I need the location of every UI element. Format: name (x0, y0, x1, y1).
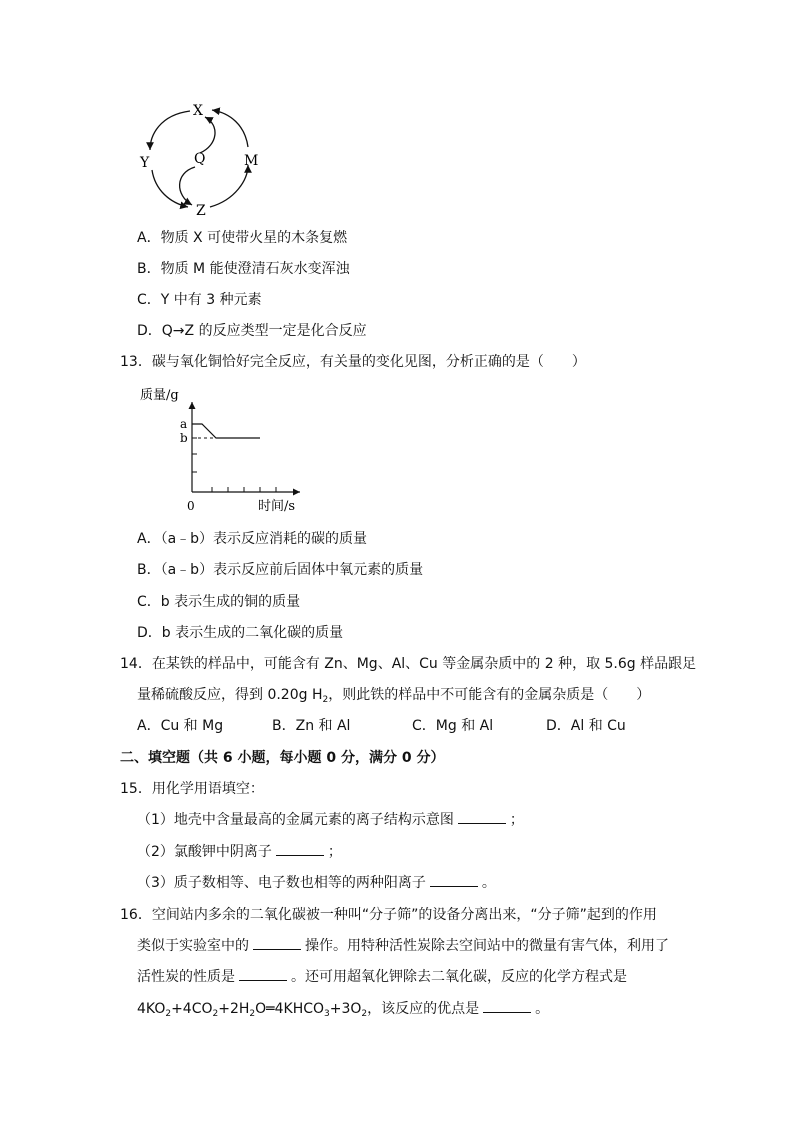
q14-option-a: A．Cu 和 Mg (137, 718, 224, 734)
chart-ylabel: 质量/g (140, 388, 179, 403)
q13-stem: 13．碳与氧化铜恰好完全反应，有关量的变化见图，分析正确的是（ ） (120, 354, 586, 370)
node-x: X (193, 103, 203, 119)
origin-label: 0 (187, 499, 195, 513)
answer-blank[interactable] (483, 1000, 531, 1013)
q15-item-1: （1）地壳中含量最高的金属元素的离子结构示意图 ； (137, 812, 524, 828)
answer-blank[interactable] (430, 874, 478, 887)
answer-blank[interactable] (276, 843, 324, 856)
q14-stem-line2: 量稀硫酸反应，得到 0.20g $H_2$，则此铁的样品中不可能含有的金属杂质是（ ） (137, 687, 651, 705)
answer-blank[interactable] (239, 968, 287, 981)
q13-option-a: A．（a﹣b）表示反应消耗的碳的质量 (137, 531, 368, 547)
q16-line2: 类似于实验室中的 操作。用特种活性炭除去空间站中的微量有害气体，利用了 (137, 938, 669, 954)
node-z: Z (196, 203, 206, 219)
q14-option-d: D．Al 和 Cu (546, 718, 626, 734)
q16-equation: $4KO_2+4CO_2+2H_2O═4KHCO_3+3O_2$，该反应的优点是 。 (137, 1001, 550, 1019)
q14-option-c: C．Mg 和 Al (412, 718, 494, 734)
q12-option-b: B．物质 M 能使澄清石灰水变浑浊 (137, 261, 350, 277)
q16-line3: 活性炭的性质是 。还可用超氧化钾除去二氧化碳，反应的化学方程式是 (137, 969, 627, 985)
q12-option-c: C．Y 中有 3 种元素 (137, 292, 262, 308)
node-m: M (244, 153, 259, 169)
q12-option-a: A．物质 X 可使带火星的木条复燃 (137, 230, 348, 246)
q14-stem-line1: 14．在某铁的样品中，可能含有 Zn、Mg、Al、Cu 等金属杂质中的 2 种，取 5.6g 样品跟足 (120, 656, 697, 672)
q15-stem: 15．用化学用语填空： (120, 781, 264, 797)
q12-cycle-diagram (130, 95, 270, 220)
node-q: Q (194, 151, 206, 167)
q14-option-b: B．Zn 和 Al (272, 718, 351, 734)
chart-xlabel: 时间/s (258, 499, 296, 514)
q13-chart (140, 382, 320, 517)
q13-option-d: D．b 表示生成的二氧化碳的质量 (137, 625, 344, 641)
tick-a: a (180, 417, 188, 431)
answer-blank[interactable] (458, 811, 506, 824)
node-y: Y (140, 155, 150, 171)
q13-option-c: C．b 表示生成的铜的质量 (137, 594, 301, 610)
q16-line1: 16．空间站内多余的二氧化碳被一种叫“分子筛”的设备分离出来，“分子筛”起到的作用 (120, 907, 657, 923)
q12-option-d: D．Q→Z 的反应类型一定是化合反应 (137, 323, 367, 339)
q15-item-2: （2）氯酸钾中阴离子 ； (137, 844, 342, 860)
mass-curve (192, 424, 260, 438)
answer-blank[interactable] (253, 937, 301, 950)
q15-item-3: （3）质子数相等、电子数也相等的两种阳离子 。 (137, 875, 496, 891)
tick-b: b (180, 431, 188, 445)
section-heading: 二、填空题（共 6 小题，每小题 0 分，满分 0 分） (120, 750, 445, 766)
q13-option-b: B．（a﹣b）表示反应前后固体中氧元素的质量 (137, 562, 424, 578)
